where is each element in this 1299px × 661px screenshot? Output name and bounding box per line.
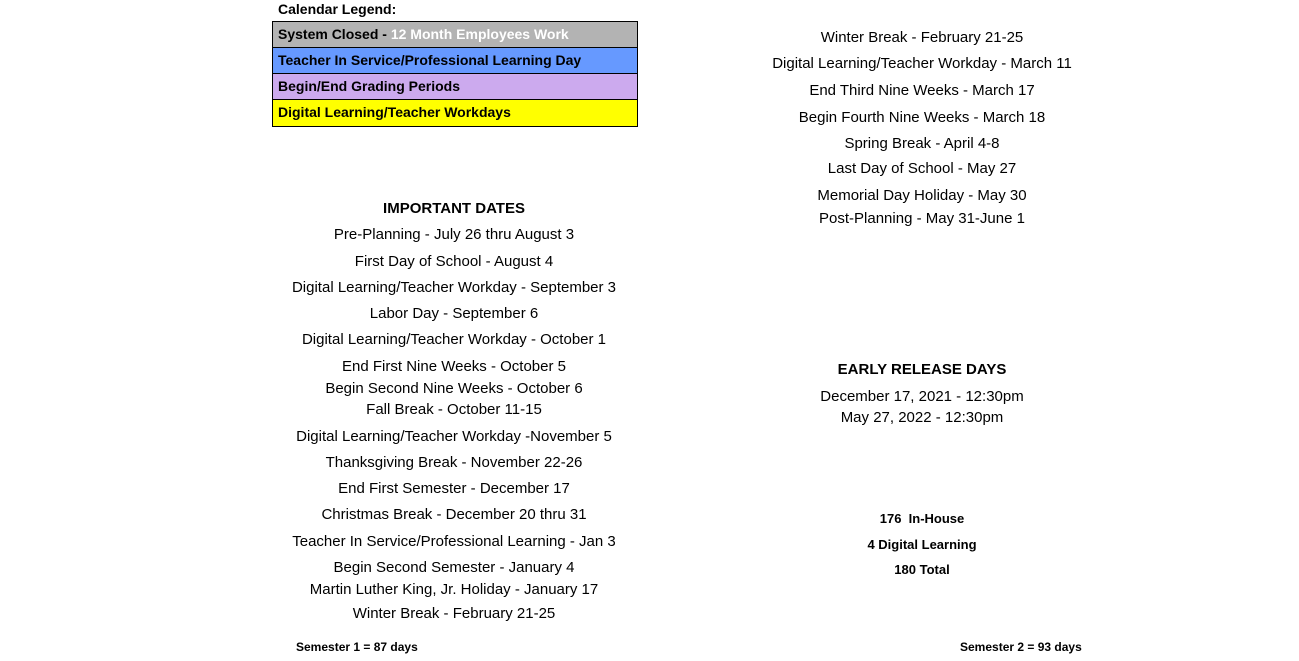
date-item: Martin Luther King, Jr. Holiday - January 17 — [309, 581, 599, 598]
date-item: Digital Learning/Teacher Workday -November 5 — [296, 428, 612, 445]
legend-label: System Closed - — [278, 26, 391, 42]
total-days: 180 Total — [894, 562, 950, 577]
date-item: Winter Break - February 21-25 — [820, 29, 1024, 46]
date-item: Christmas Break - December 20 thru 31 — [321, 506, 587, 523]
date-item: Post-Planning - May 31-June 1 — [819, 210, 1025, 227]
legend-label: Teacher In Service/Professional Learning Day — [278, 52, 582, 68]
date-item: Thanksgiving Break - November 22-26 — [325, 454, 583, 471]
legend-label: Digital Learning/Teacher Workdays — [278, 104, 511, 120]
date-item: Memorial Day Holiday - May 30 — [817, 187, 1027, 204]
important-dates-heading: IMPORTANT DATES — [383, 200, 525, 217]
date-item: Digital Learning/Teacher Workday - October 1 — [301, 331, 607, 348]
date-item: Winter Break - February 21-25 — [352, 605, 556, 622]
semester-2-days: Semester 2 = 93 days — [960, 640, 1082, 654]
total-digital-learning: 4 Digital Learning — [867, 537, 977, 552]
legend-title: Calendar Legend: — [278, 1, 397, 17]
total-in-house: 176 In-House — [879, 511, 965, 526]
legend-system-closed — [273, 22, 637, 48]
legend-teacher-in-service — [273, 48, 637, 74]
date-item: Begin Fourth Nine Weeks - March 18 — [798, 109, 1046, 126]
date-item: End Third Nine Weeks - March 17 — [809, 82, 1035, 99]
date-item: Fall Break - October 11-15 — [366, 401, 542, 418]
date-item: Begin Second Nine Weeks - October 6 — [325, 380, 583, 397]
date-item: Last Day of School - May 27 — [827, 160, 1017, 177]
date-item: End First Semester - December 17 — [338, 480, 570, 497]
semester-1-days: Semester 1 = 87 days — [296, 640, 418, 654]
date-item: Spring Break - April 4-8 — [844, 135, 1000, 152]
early-release-heading: EARLY RELEASE DAYS — [837, 361, 1007, 378]
date-item: End First Nine Weeks - October 5 — [342, 358, 566, 375]
date-item: Digital Learning/Teacher Workday - March 11 — [772, 55, 1072, 72]
date-item: Begin Second Semester - January 4 — [333, 559, 575, 576]
early-release-date: May 27, 2022 - 12:30pm — [840, 409, 1004, 426]
legend-digital-learning — [273, 100, 637, 126]
legend-label-extra: 12 Month Employees Work — [390, 26, 569, 42]
date-item: First Day of School - August 4 — [354, 253, 554, 270]
calendar-legend — [272, 21, 638, 127]
date-item: Teacher In Service/Professional Learning - Jan 3 — [292, 533, 616, 550]
early-release-date: December 17, 2021 - 12:30pm — [820, 388, 1024, 405]
legend-label: Begin/End Grading Periods — [278, 78, 461, 94]
legend-grading-periods — [273, 74, 637, 100]
date-item: Digital Learning/Teacher Workday - September 3 — [291, 279, 617, 296]
date-item: Pre-Planning - July 26 thru August 3 — [333, 226, 575, 243]
date-item: Labor Day - September 6 — [369, 305, 539, 322]
